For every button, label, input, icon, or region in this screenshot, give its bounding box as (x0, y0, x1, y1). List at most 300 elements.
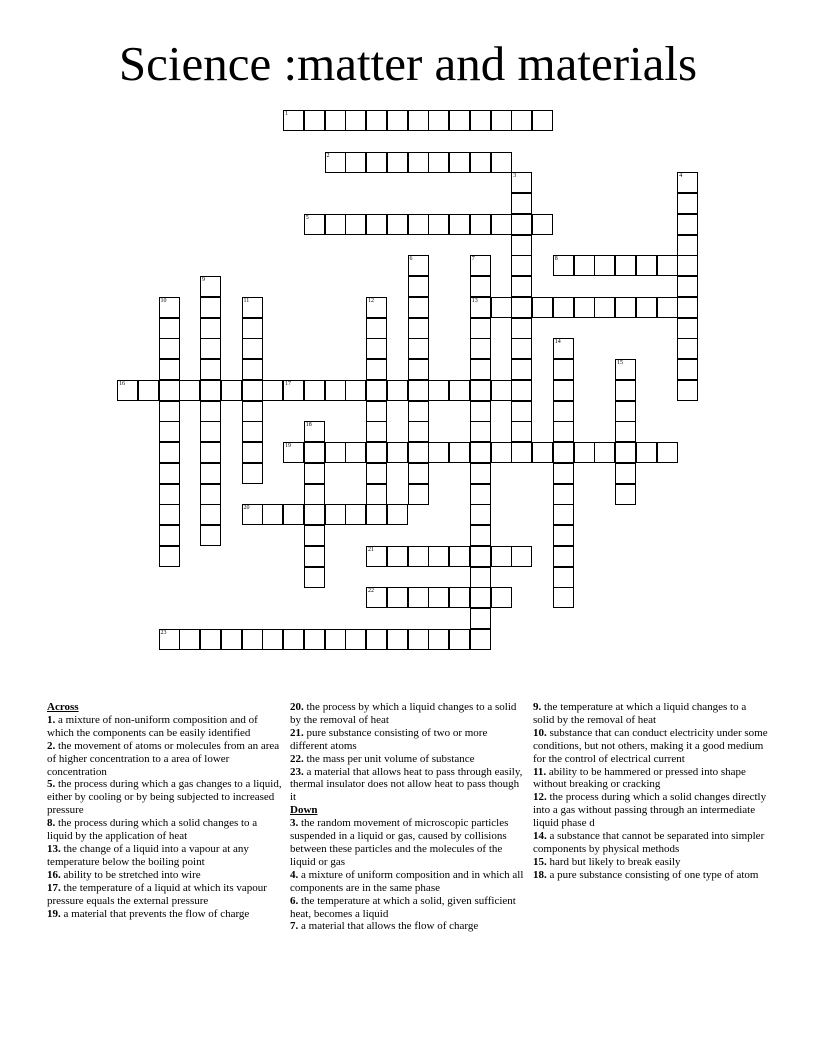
grid-cell[interactable] (449, 442, 470, 463)
down-heading: Down (290, 804, 318, 817)
clue-item (47, 882, 283, 908)
cell-number: 7 (471, 256, 475, 263)
grid-cell[interactable] (553, 380, 574, 401)
grid-cell[interactable] (470, 297, 491, 318)
grid-cell[interactable] (574, 255, 595, 276)
clue-text: the temperature of a liquid at which its vapour pressure equals the external pressure (47, 881, 267, 907)
clue-number: 9. (533, 701, 542, 713)
grid-cell[interactable] (470, 525, 491, 546)
grid-cell[interactable] (387, 504, 408, 525)
grid-cell[interactable] (491, 380, 512, 401)
grid-cell[interactable] (366, 546, 387, 567)
clue-item (290, 766, 526, 805)
grid-cell[interactable] (428, 587, 449, 608)
grid-cell[interactable] (345, 380, 366, 401)
grid-cell[interactable] (408, 401, 429, 422)
grid-cell[interactable] (387, 546, 408, 567)
grid-cell[interactable] (200, 380, 221, 401)
grid-cell[interactable] (200, 318, 221, 339)
cell-number: 9 (202, 277, 205, 283)
grid-cell[interactable] (345, 504, 366, 525)
grid-cell[interactable] (179, 629, 200, 650)
cell-number: 3 (513, 173, 517, 180)
grid-cell[interactable] (553, 546, 574, 567)
clue-text: the random movement of microscopic particles suspended in a liquid or gas, caused by collisions between these particles and the molecules of the liquid or gas (290, 817, 509, 868)
grid-cell[interactable] (470, 359, 491, 380)
grid-cell[interactable] (594, 297, 615, 318)
grid-cell[interactable] (511, 235, 532, 256)
grid-cell[interactable] (242, 463, 263, 484)
grid-cell[interactable] (159, 442, 180, 463)
grid-cell[interactable] (428, 152, 449, 173)
grid-cell[interactable] (200, 276, 221, 297)
cell-number: 22 (368, 588, 374, 595)
cell-number: 18 (305, 422, 312, 429)
grid-cell[interactable] (200, 463, 221, 484)
grid-cell[interactable] (491, 110, 512, 131)
grid-cell[interactable] (408, 421, 429, 442)
grid-cell[interactable] (366, 401, 387, 422)
grid-cell[interactable] (553, 587, 574, 608)
clue-text: the process by which a liquid changes to a solid by the removal of heat (290, 701, 517, 726)
grid-cell[interactable] (366, 380, 387, 401)
grid-cell[interactable] (262, 504, 283, 525)
clue-item (47, 740, 283, 779)
grid-cell[interactable] (449, 629, 470, 650)
grid-cell[interactable] (470, 214, 491, 235)
grid-cell[interactable] (366, 442, 387, 463)
grid-cell[interactable] (304, 421, 325, 442)
grid-cell[interactable] (491, 214, 512, 235)
grid-cell[interactable] (677, 359, 698, 380)
grid-cell[interactable] (615, 359, 636, 380)
grid-cell[interactable] (636, 255, 657, 276)
grid-cell[interactable] (304, 629, 325, 650)
grid-cell[interactable] (657, 297, 678, 318)
clue-text: the mass per unit volume of substance (303, 752, 475, 765)
grid-cell[interactable] (304, 214, 325, 235)
grid-cell[interactable] (366, 484, 387, 505)
clue-number: 17. (47, 881, 61, 894)
grid-cell[interactable] (408, 484, 429, 505)
grid-cell[interactable] (304, 504, 325, 525)
grid-cell[interactable] (159, 318, 180, 339)
clue-text: the temperature at which a solid, given sufficient heat, becomes a liquid (290, 894, 516, 920)
grid-cell[interactable] (657, 255, 678, 276)
grid-cell[interactable] (325, 442, 346, 463)
grid-cell[interactable] (283, 442, 304, 463)
cell-number: 5 (305, 214, 309, 221)
grid-cell[interactable] (574, 442, 595, 463)
grid-cell[interactable] (408, 255, 429, 276)
grid-cell[interactable] (242, 421, 263, 442)
cell-number: 13 (471, 297, 478, 304)
grid-cell[interactable] (304, 546, 325, 567)
grid-cell[interactable] (449, 110, 470, 131)
clue-column-3 (533, 701, 769, 882)
clue-number: 11. (533, 765, 547, 778)
grid-cell[interactable] (408, 318, 429, 339)
grid-cell[interactable] (159, 401, 180, 422)
grid-cell[interactable] (511, 172, 532, 193)
grid-cell[interactable] (325, 629, 346, 650)
grid-cell[interactable] (366, 421, 387, 442)
grid-cell[interactable] (677, 380, 698, 401)
grid-cell[interactable] (408, 629, 429, 650)
clue-text: a material that allows heat to pass through easily, thermal insulator does not allow heat to pass though it (290, 765, 523, 804)
grid-cell[interactable] (159, 380, 180, 401)
clue-text: a substance that cannot be separated into simpler components by physical methods (533, 830, 765, 855)
grid-cell[interactable] (470, 587, 491, 608)
grid-cell[interactable] (408, 587, 429, 608)
grid-cell[interactable] (159, 463, 180, 484)
grid-cell[interactable] (366, 318, 387, 339)
grid-cell[interactable] (677, 214, 698, 235)
grid-cell[interactable] (615, 401, 636, 422)
grid-cell[interactable] (345, 214, 366, 235)
grid-cell[interactable] (408, 359, 429, 380)
grid-cell[interactable] (594, 442, 615, 463)
grid-cell[interactable] (345, 442, 366, 463)
clue-text: a material that allows the flow of charge (298, 920, 479, 933)
grid-cell[interactable] (159, 421, 180, 442)
grid-cell[interactable] (325, 380, 346, 401)
grid-cell[interactable] (511, 546, 532, 567)
grid-cell[interactable] (138, 380, 159, 401)
grid-cell[interactable] (387, 110, 408, 131)
grid-cell[interactable] (159, 525, 180, 546)
grid-cell[interactable] (200, 442, 221, 463)
grid-cell[interactable] (221, 380, 242, 401)
grid-cell[interactable] (366, 152, 387, 173)
grid-cell[interactable] (449, 152, 470, 173)
grid-cell[interactable] (345, 629, 366, 650)
grid-cell[interactable] (553, 338, 574, 359)
grid-cell[interactable] (387, 152, 408, 173)
grid-cell[interactable] (511, 193, 532, 214)
page-title: Science :matter and materials (118, 36, 698, 91)
grid-cell[interactable] (242, 359, 263, 380)
grid-cell[interactable] (408, 442, 429, 463)
grid-cell[interactable] (511, 380, 532, 401)
grid-cell[interactable] (200, 297, 221, 318)
grid-cell[interactable] (200, 525, 221, 546)
clue-item (290, 869, 526, 895)
clue-number: 18. (533, 868, 547, 881)
grid-cell[interactable] (408, 276, 429, 297)
grid-cell[interactable] (677, 338, 698, 359)
clue-item (533, 766, 769, 792)
grid-cell[interactable] (511, 421, 532, 442)
grid-cell[interactable] (408, 463, 429, 484)
grid-cell[interactable] (470, 401, 491, 422)
grid-cell[interactable] (159, 629, 180, 650)
grid-cell[interactable] (470, 546, 491, 567)
grid-cell[interactable] (159, 338, 180, 359)
grid-cell[interactable] (470, 255, 491, 276)
grid-cell[interactable] (387, 214, 408, 235)
clue-text: ability to be stretched into wire (60, 868, 201, 881)
grid-cell[interactable] (677, 255, 698, 276)
grid-cell[interactable] (615, 380, 636, 401)
grid-cell[interactable] (428, 214, 449, 235)
clue-column-2 (290, 701, 526, 933)
grid-cell[interactable] (491, 297, 512, 318)
grid-cell[interactable] (428, 442, 449, 463)
cell-number: 21 (368, 546, 374, 553)
clue-number: 6. (290, 894, 299, 907)
grid-cell[interactable] (408, 380, 429, 401)
grid-cell[interactable] (511, 318, 532, 339)
grid-cell[interactable] (117, 380, 138, 401)
grid-cell[interactable] (283, 629, 304, 650)
grid-cell[interactable] (553, 504, 574, 525)
grid-cell[interactable] (428, 629, 449, 650)
grid-cell[interactable] (511, 401, 532, 422)
grid-cell[interactable] (159, 504, 180, 525)
grid-cell[interactable] (200, 421, 221, 442)
grid-cell[interactable] (283, 380, 304, 401)
grid-cell[interactable] (553, 442, 574, 463)
grid-cell[interactable] (553, 359, 574, 380)
grid-cell[interactable] (408, 110, 429, 131)
grid-cell[interactable] (200, 484, 221, 505)
grid-cell[interactable] (553, 421, 574, 442)
grid-cell[interactable] (408, 152, 429, 173)
grid-cell[interactable] (242, 629, 263, 650)
grid-cell[interactable] (366, 297, 387, 318)
grid-cell[interactable] (553, 255, 574, 276)
cell-number: 20 (243, 505, 250, 512)
grid-cell[interactable] (200, 401, 221, 422)
grid-cell[interactable] (449, 587, 470, 608)
grid-cell[interactable] (242, 318, 263, 339)
grid-cell[interactable] (387, 587, 408, 608)
grid-cell[interactable] (491, 546, 512, 567)
grid-cell[interactable] (636, 297, 657, 318)
grid-cell[interactable] (677, 172, 698, 193)
grid-cell[interactable] (470, 567, 491, 588)
clue-text: the process during which a solid changes to a liquid by the application of heat (47, 817, 258, 843)
grid-cell[interactable] (511, 255, 532, 276)
clue-item (290, 920, 526, 933)
clue-item (47, 843, 283, 869)
grid-cell[interactable] (325, 152, 346, 173)
clue-item (290, 701, 526, 727)
grid-cell[interactable] (304, 567, 325, 588)
grid-cell[interactable] (553, 297, 574, 318)
grid-cell[interactable] (366, 359, 387, 380)
grid-cell[interactable] (325, 110, 346, 131)
grid-cell[interactable] (387, 380, 408, 401)
grid-cell[interactable] (428, 110, 449, 131)
clue-text: ability to be hammered or pressed into shape without breaking or cracking (533, 765, 746, 791)
grid-cell[interactable] (553, 463, 574, 484)
grid-cell[interactable] (200, 629, 221, 650)
grid-cell[interactable] (511, 338, 532, 359)
grid-cell[interactable] (242, 380, 263, 401)
clue-number: 16. (47, 868, 61, 881)
grid-cell[interactable] (304, 380, 325, 401)
grid-cell[interactable] (470, 442, 491, 463)
clue-item (290, 895, 526, 921)
grid-cell[interactable] (179, 380, 200, 401)
cell-number: 16 (119, 380, 125, 387)
grid-cell[interactable] (159, 546, 180, 567)
grid-cell[interactable] (428, 546, 449, 567)
grid-cell[interactable] (594, 255, 615, 276)
clue-item (47, 817, 283, 843)
grid-cell[interactable] (366, 338, 387, 359)
grid-cell[interactable] (200, 338, 221, 359)
grid-cell[interactable] (283, 504, 304, 525)
clue-number: 14. (533, 830, 547, 843)
grid-cell[interactable] (366, 629, 387, 650)
grid-cell[interactable] (511, 297, 532, 318)
grid-cell[interactable] (408, 214, 429, 235)
clue-number: 12. (533, 791, 547, 804)
grid-cell[interactable] (470, 504, 491, 525)
grid-cell[interactable] (677, 193, 698, 214)
grid-cell[interactable] (200, 504, 221, 525)
clue-item (290, 727, 526, 753)
grid-cell[interactable] (304, 463, 325, 484)
grid-cell[interactable] (366, 214, 387, 235)
clue-number: 5. (47, 778, 56, 791)
grid-cell[interactable] (449, 546, 470, 567)
grid-cell[interactable] (262, 629, 283, 650)
grid-cell[interactable] (511, 214, 532, 235)
grid-cell[interactable] (470, 152, 491, 173)
grid-cell[interactable] (221, 629, 242, 650)
grid-cell[interactable] (387, 629, 408, 650)
grid-cell[interactable] (470, 421, 491, 442)
grid-cell[interactable] (283, 110, 304, 131)
grid-cell[interactable] (553, 567, 574, 588)
grid-cell[interactable] (491, 442, 512, 463)
grid-cell[interactable] (615, 255, 636, 276)
grid-cell[interactable] (242, 297, 263, 318)
grid-cell[interactable] (428, 380, 449, 401)
grid-cell[interactable] (470, 629, 491, 650)
grid-cell[interactable] (657, 442, 678, 463)
cell-number: 1 (285, 111, 288, 117)
clue-number: 15. (533, 855, 547, 868)
grid-cell[interactable] (200, 359, 221, 380)
grid-cell[interactable] (677, 235, 698, 256)
clue-text: the movement of atoms or molecules from an area of higher concentration to a area of lower concentration (47, 739, 280, 778)
grid-cell[interactable] (345, 110, 366, 131)
grid-cell[interactable] (449, 214, 470, 235)
grid-cell[interactable] (470, 380, 491, 401)
clue-number: 13. (47, 842, 61, 855)
clue-item (47, 714, 283, 740)
cell-number: 15 (617, 360, 623, 366)
grid-cell[interactable] (532, 442, 553, 463)
grid-cell[interactable] (366, 463, 387, 484)
clue-item (533, 869, 769, 882)
grid-cell[interactable] (262, 380, 283, 401)
clue-text: the temperature at which a liquid changes to a solid by the removal of heat (533, 701, 747, 726)
grid-cell[interactable] (491, 152, 512, 173)
grid-cell[interactable] (677, 318, 698, 339)
grid-cell[interactable] (408, 546, 429, 567)
cell-number: 12 (368, 297, 374, 304)
clue-number: 1. (47, 713, 56, 726)
grid-cell[interactable] (553, 401, 574, 422)
grid-cell[interactable] (242, 338, 263, 359)
grid-cell[interactable] (511, 359, 532, 380)
cell-number: 23 (160, 629, 167, 636)
grid-cell[interactable] (615, 421, 636, 442)
grid-cell[interactable] (325, 214, 346, 235)
grid-cell[interactable] (574, 297, 595, 318)
grid-cell[interactable] (366, 110, 387, 131)
grid-cell[interactable] (470, 318, 491, 339)
grid-cell[interactable] (387, 442, 408, 463)
grid-cell[interactable] (677, 276, 698, 297)
grid-cell[interactable] (470, 338, 491, 359)
grid-cell[interactable] (304, 525, 325, 546)
clue-number: 8. (47, 817, 56, 830)
grid-cell[interactable] (511, 110, 532, 131)
grid-cell[interactable] (615, 442, 636, 463)
grid-cell[interactable] (304, 442, 325, 463)
grid-cell[interactable] (470, 110, 491, 131)
grid-cell[interactable] (470, 276, 491, 297)
grid-cell[interactable] (677, 297, 698, 318)
grid-cell[interactable] (304, 110, 325, 131)
grid-cell[interactable] (491, 587, 512, 608)
grid-cell[interactable] (345, 152, 366, 173)
grid-cell[interactable] (615, 463, 636, 484)
grid-cell[interactable] (159, 484, 180, 505)
grid-cell[interactable] (511, 442, 532, 463)
grid-cell[interactable] (304, 484, 325, 505)
clue-number: 19. (47, 907, 61, 920)
grid-cell[interactable] (553, 484, 574, 505)
clue-item (47, 869, 283, 882)
grid-cell[interactable] (511, 276, 532, 297)
grid-cell[interactable] (159, 297, 180, 318)
grid-cell[interactable] (325, 504, 346, 525)
grid-cell[interactable] (532, 297, 553, 318)
clue-column-1 (47, 701, 283, 920)
clue-item (47, 908, 283, 921)
clue-number: 3. (290, 817, 299, 830)
grid-cell[interactable] (470, 608, 491, 629)
grid-cell[interactable] (242, 401, 263, 422)
grid-cell[interactable] (408, 297, 429, 318)
cell-number: 8 (554, 256, 558, 263)
grid-cell[interactable] (553, 525, 574, 546)
grid-cell[interactable] (470, 463, 491, 484)
grid-cell[interactable] (615, 484, 636, 505)
grid-cell[interactable] (532, 110, 553, 131)
grid-cell[interactable] (159, 359, 180, 380)
grid-cell[interactable] (449, 380, 470, 401)
grid-cell[interactable] (470, 484, 491, 505)
grid-cell[interactable] (532, 214, 553, 235)
grid-cell[interactable] (636, 442, 657, 463)
grid-cell[interactable] (366, 504, 387, 525)
grid-cell[interactable] (242, 504, 263, 525)
grid-cell[interactable] (408, 338, 429, 359)
clue-item (290, 753, 526, 766)
grid-cell[interactable] (366, 587, 387, 608)
grid-cell[interactable] (615, 297, 636, 318)
grid-cell[interactable] (242, 442, 263, 463)
